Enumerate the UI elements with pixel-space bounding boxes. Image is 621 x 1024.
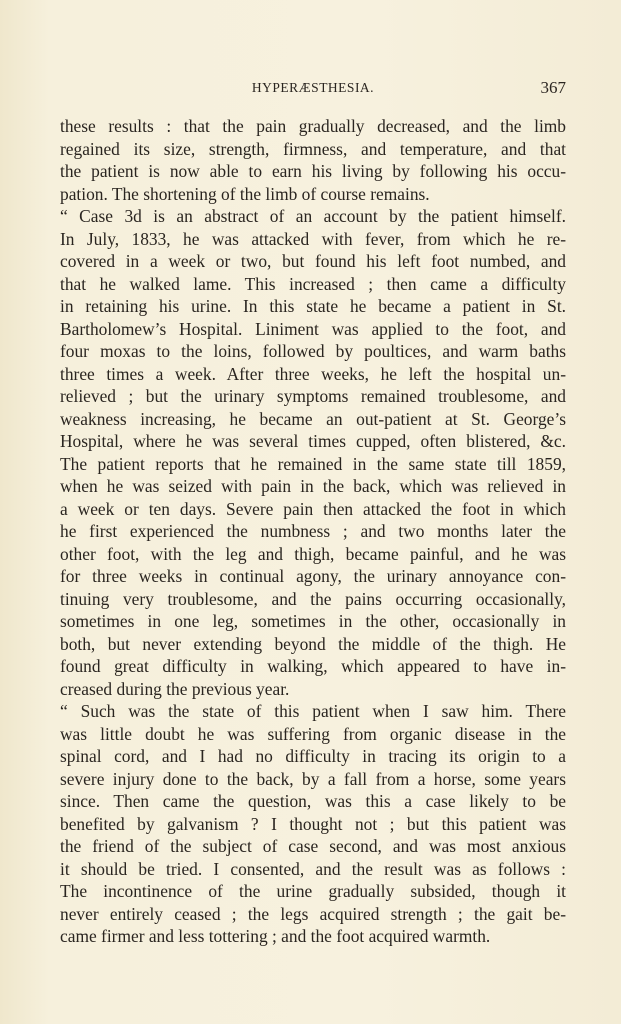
text-line: the patient is now able to earn his living by following his occu- bbox=[60, 161, 566, 181]
text-line: regained its size, strength, firmness, and temperature, and that bbox=[60, 138, 566, 159]
text-line: tinuing very troublesome, and the pains occurring occasionally, bbox=[60, 588, 566, 609]
text-line: was little doubt he was suffering from organic disease in the bbox=[60, 723, 566, 744]
text-line: severe injury done to the back, by a fall from a horse, some years bbox=[60, 768, 566, 789]
text-line: he first experienced the numbness ; and two months later the bbox=[60, 521, 566, 541]
text-line: “ Case 3d is an abstract of an account by the patient himself. bbox=[60, 206, 566, 226]
text-line: “ Such was the state of this patient when I saw him. There bbox=[60, 701, 566, 721]
text-line: four moxas to the loins, followed by poultices, and warm baths bbox=[60, 341, 566, 361]
text-line: in retaining his urine. In this state he became a patient in St. bbox=[60, 296, 566, 316]
text-line: since. Then came the question, was this a case likely to be bbox=[60, 791, 566, 811]
page-header bbox=[60, 76, 566, 100]
text-line: pation. The shortening of the limb of course remains. bbox=[60, 183, 430, 204]
text-line: covered in a week or two, but found his left foot numbed, and bbox=[60, 251, 566, 271]
text-line: relieved ; but the urinary symptoms remained troublesome, and bbox=[60, 386, 566, 406]
text-line: that he walked lame. This increased ; then came a difficulty bbox=[60, 273, 566, 294]
running-head: HYPERÆSTHESIA. bbox=[251, 80, 375, 95]
text-line: a week or ten days. Severe pain then attacked the foot in which bbox=[60, 498, 566, 519]
text-line: sometimes in one leg, sometimes in the other, occasionally in bbox=[60, 611, 566, 631]
text-line: never entirely ceased ; the legs acquired strength ; the gait be- bbox=[60, 903, 566, 924]
text-line: both, but never extending beyond the middle of the thigh. He bbox=[60, 633, 566, 654]
text-line: when he was seized with pain in the back, which was relieved in bbox=[60, 476, 566, 496]
text-line: benefited by galvanism ? I thought not ; but this patient was bbox=[60, 813, 566, 834]
text-line: Hospital, where he was several times cupped, often blistered, &c. bbox=[60, 431, 566, 451]
text-line: creased during the previous year. bbox=[60, 678, 290, 699]
text-line: three times a week. After three weeks, he left the hospital un- bbox=[60, 363, 566, 384]
text-line: it should be tried. I consented, and the result was as follows : bbox=[60, 858, 566, 879]
body-text bbox=[60, 115, 566, 948]
text-line: weakness increasing, he became an out-patient at St. George’s bbox=[60, 408, 566, 429]
text-line: other foot, with the leg and thigh, became painful, and he was bbox=[60, 543, 566, 564]
text-line: the friend of the subject of case second, and was most anxious bbox=[60, 836, 566, 856]
text-line: for three weeks in continual agony, the urinary annoyance con- bbox=[60, 566, 566, 586]
text-line: found great difficulty in walking, which appeared to have in- bbox=[60, 656, 566, 676]
text-line: spinal cord, and I had no difficulty in tracing its origin to a bbox=[60, 746, 566, 766]
page-number: 367 bbox=[540, 78, 566, 97]
text-line: came firmer and less tottering ; and the foot acquired warmth. bbox=[60, 926, 491, 946]
text-line: The incontinence of the urine gradually subsided, though it bbox=[60, 881, 566, 901]
text-line: The patient reports that he remained in the same state till 1859, bbox=[60, 453, 566, 474]
text-line: In July, 1833, he was attacked with fever, from which he re- bbox=[60, 228, 566, 249]
text-line: these results : that the pain gradually decreased, and the limb bbox=[60, 116, 566, 136]
text-line: Bartholomew’s Hospital. Liniment was applied to the foot, and bbox=[60, 318, 566, 339]
